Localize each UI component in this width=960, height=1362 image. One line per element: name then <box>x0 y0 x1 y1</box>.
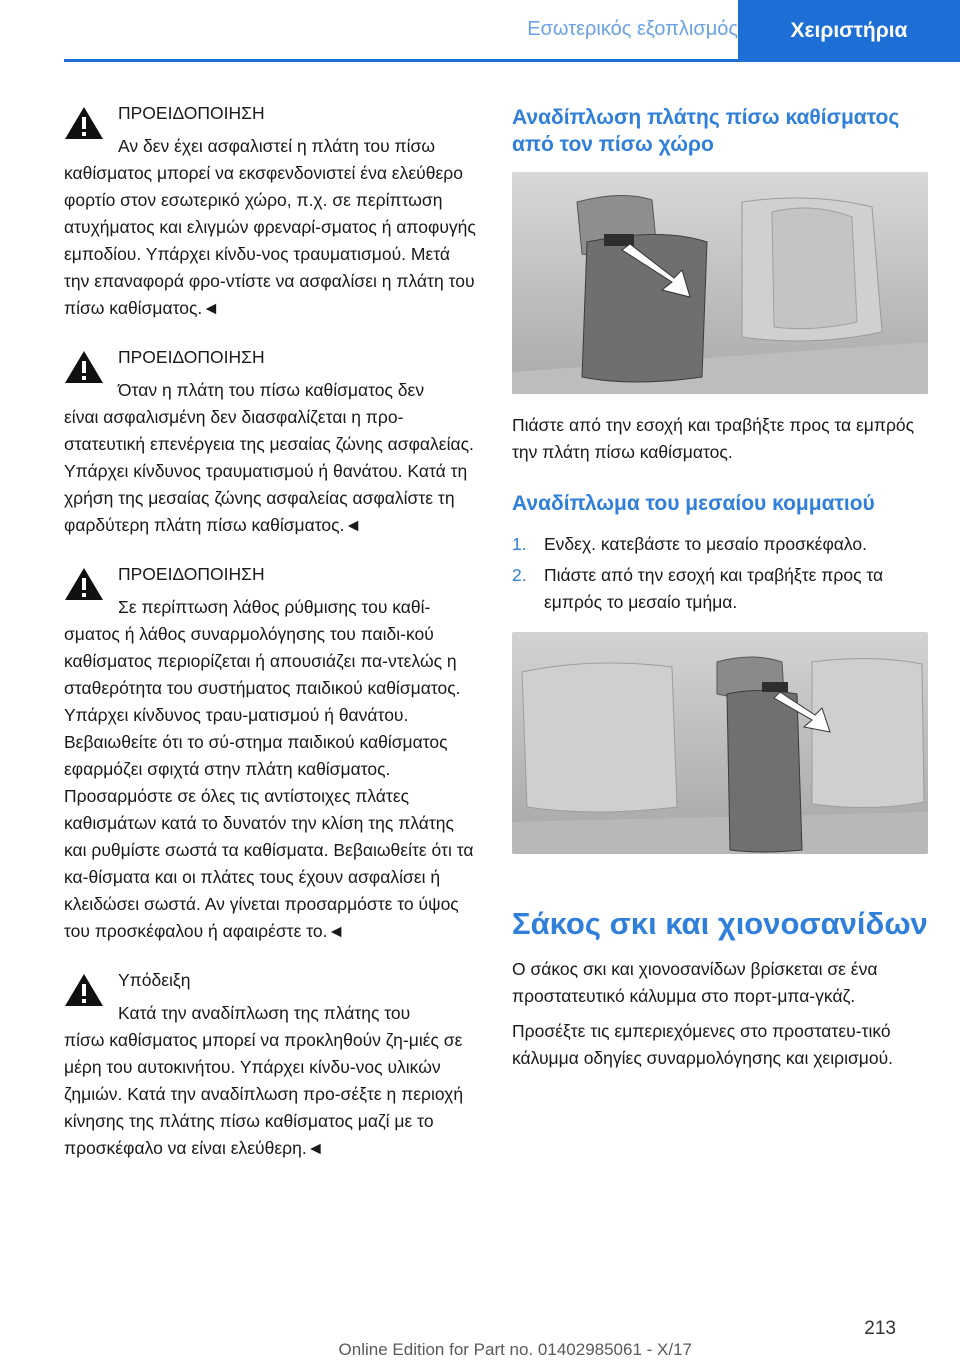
step-number: 1. <box>512 534 527 554</box>
warning-title: ΠΡΟΕΙΔΟΠΟΙΗΣΗ <box>118 103 265 123</box>
right-column <box>512 100 928 1072</box>
edition-label: Online Edition for Part no. 01402985061 - X/17 <box>338 1340 692 1359</box>
caption-fold-backrest: Πιάστε από την εσοχή και τραβήξτε προς τα εμπρός την πλάτη πίσω καθίσματος. <box>512 415 915 462</box>
warning-text: είναι ασφαλισμένη δεν διασφαλίζεται η προ-στατευτική επενέργεια της μεσαίας ζώνης ασφαλείας. Υπάρχει κίνδυνος τραυματισμού ή θανάτου. Κατά τη χρήση της μεσαίας ζώνης ασφαλείας ασφαλίστε τη φαρδύτερη πλάτη πίσω καθίσματος.◄ <box>64 407 474 535</box>
notice-block <box>64 967 478 1162</box>
list-item <box>512 531 928 558</box>
warning-triangle-icon <box>64 106 104 140</box>
warning-text: καθίσματος μπορεί να εκσφενδονιστεί ένα ελεύθερο φορτίο στον εσωτερικό χώρο, π.χ. σε περίπτωση ατυχήματος και ελιγμών φρεναρί-σματος ή αποφυγής εμποδίου. Υπάρχει κίνδυ-νος τραυματισμού. Μετά την επαναφορά φρο-ντίστε να ασφαλίσει η πλάτη του πίσω καθίσματος.◄ <box>64 163 476 318</box>
list-item <box>512 562 928 616</box>
heading-fold-middle: Αναδίπλωμα του μεσαίου κομματιού <box>512 492 875 515</box>
notice-text: πίσω καθίσματος μπορεί να προκληθούν ζη-μιές σε μέρη του αυτοκινήτου. Υπάρχει κίνδυ-νος υλικών ζημιών. Κατά την αναδίπλωση προ-σέξτε η περιοχή κίνησης της πλάτης πίσω καθίσματος μαζί με το προσκέφαλο να είναι ελεύθερη.◄ <box>64 1030 464 1158</box>
step-number: 2. <box>512 565 527 585</box>
warning-block <box>64 344 478 539</box>
warning-title: ΠΡΟΕΙΔΟΠΟΙΗΣΗ <box>118 564 265 584</box>
notice-title: Υπόδειξη <box>118 970 191 990</box>
step-list <box>512 531 928 616</box>
section-title-ski-bag: Σάκος σκι και χιονοσανίδων <box>512 906 928 941</box>
backrest-fold-photo <box>512 172 928 394</box>
warning-triangle-icon <box>64 350 104 384</box>
page-footer <box>0 1300 960 1362</box>
page-header <box>0 0 960 62</box>
warning-triangle-icon <box>64 567 104 601</box>
middle-section-fold-photo <box>512 632 928 854</box>
header-section-title: Εσωτερικός εξοπλισμός <box>527 18 738 40</box>
warning-triangle-icon <box>64 973 104 1007</box>
warning-text-first: Όταν η πλάτη του πίσω καθίσματος δεν <box>118 380 425 400</box>
header-tab[interactable]: Χειριστήρια <box>738 0 960 62</box>
ski-bag-paragraph-2: Προσέξτε τις εμπεριεχόμενες στο προστατευ-τικό κάλυμμα οδηγίες συναρμολόγησης και χειρισμού. <box>512 1021 894 1068</box>
warning-block <box>64 100 478 322</box>
page-number: 213 <box>864 1318 896 1339</box>
heading-fold-backrest: Αναδίπλωση πλάτης πίσω καθίσματος από τον πίσω χώρο <box>512 106 900 156</box>
warning-block <box>64 561 478 945</box>
step-text: Ενδεχ. κατεβάστε το μεσαίο προσκέφαλο. <box>544 534 868 554</box>
left-column <box>64 100 478 1184</box>
warning-text-first: Αν δεν έχει ασφαλιστεί η πλάτη του πίσω <box>118 136 435 156</box>
warning-text: σματος ή λάθος συναρμολόγησης του παιδι-κού καθίσματος περιορίζεται ή απουσιάζει πα-ντελώς η σταθερότητα του συστήματος παιδικού καθίσματος. Υπάρχει κίνδυνος τραυ-ματισμού ή θανάτου. Βεβαιωθείτε ότι το σύ-στημα παιδικού καθίσματος εφαρμόζει σφιχτά στην πλάτη καθίσματος. Προσαρμόστε σε όλες τις αντίστοιχες πλάτες καθισμάτων κατά το δυνατόν την κλίση της πλάτης και ρυθμίστε σωστά τα καθίσματα. Βεβαιωθείτε ότι τα κα-θίσματα και οι πλάτες τους έχουν ασφαλίσει ή κλειδώσει σωστά. Αν γίνεται προσαρμόστε το ύψος του προσκέφαλου ή αφαιρέστε το.◄ <box>64 624 474 941</box>
notice-text-first: Κατά την αναδίπλωση της πλάτης του <box>118 1003 411 1023</box>
warning-text-first: Σε περίπτωση λάθος ρύθμισης του καθί- <box>118 597 431 617</box>
ski-bag-paragraph-1: Ο σάκος σκι και χιονοσανίδων βρίσκεται σε ένα προστατευτικό κάλυμμα στο πορτ-μπα-γκάζ. <box>512 959 878 1006</box>
warning-title: ΠΡΟΕΙΔΟΠΟΙΗΣΗ <box>118 347 265 367</box>
step-text: Πιάστε από την εσοχή και τραβήξτε προς τα εμπρός το μεσαίο τμήμα. <box>544 565 884 612</box>
